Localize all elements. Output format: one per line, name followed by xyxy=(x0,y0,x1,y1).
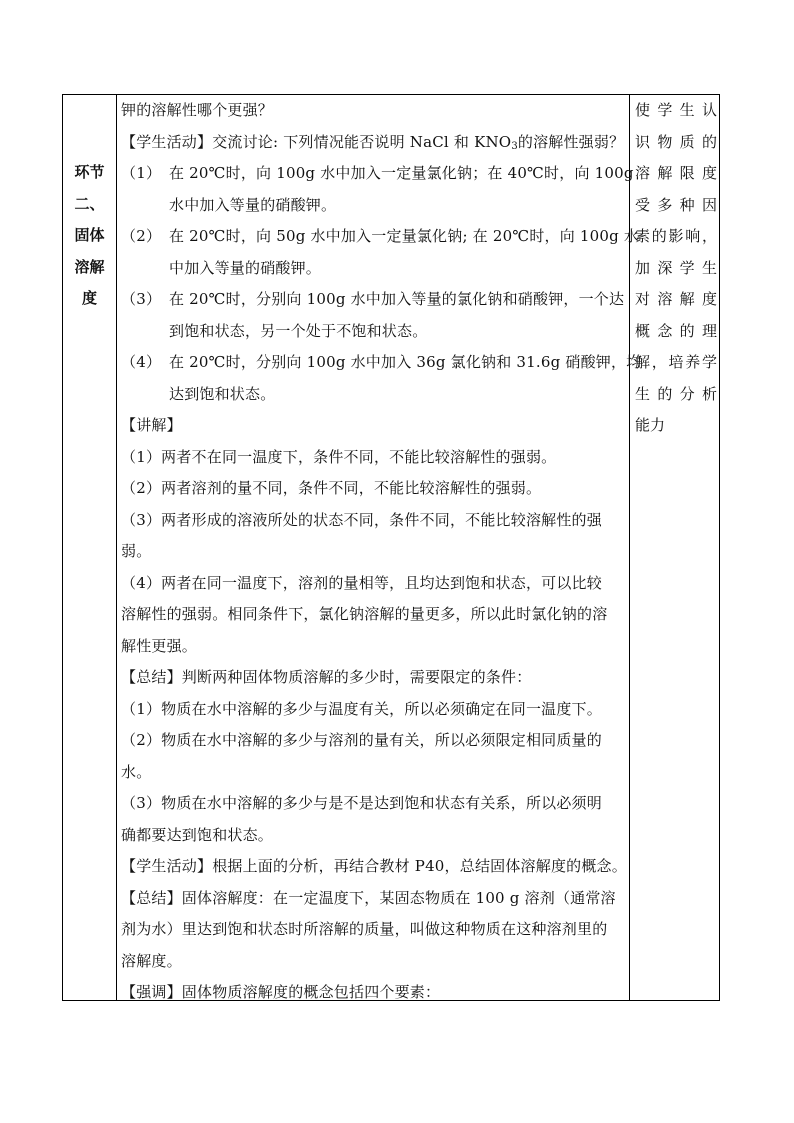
content-text: 溶解性的强弱。相同条件下，氯化钠溶解的量更多，所以此时氯化钠的溶 xyxy=(121,605,608,623)
subscript: 3 xyxy=(511,140,518,152)
content-line xyxy=(121,127,626,159)
section-label-line: 度 xyxy=(81,289,97,307)
item-number: （4） xyxy=(121,353,162,371)
content-text: （3）物质在水中溶解的多少与是不是达到饱和状态有关系，所以必须明 xyxy=(121,794,602,812)
content-text: 在 20℃时，向 100g 水中加入一定量氯化钠；在 40℃时，向 100g xyxy=(169,164,634,182)
content-text: 达到饱和状态。 xyxy=(169,384,276,403)
content-text: 在 20℃时，分别向 100g 水中加入等量的氯化钠和硝酸钾，一个达 xyxy=(169,290,625,308)
content-text: 到饱和状态，另一个处于不饱和状态。 xyxy=(169,321,428,340)
content-line xyxy=(121,536,626,568)
intent-line: 素的影响， xyxy=(635,227,717,245)
section-label-line: 溶解 xyxy=(74,257,105,276)
content-line xyxy=(121,820,626,852)
content-text: 【讲解】 xyxy=(121,416,182,434)
content-text: 弱。 xyxy=(121,542,152,560)
content-line xyxy=(121,505,626,537)
content-text: （1）两者不在同一温度下，条件不同，不能比较溶解性的强弱。 xyxy=(121,447,557,466)
content-line xyxy=(121,694,626,726)
item-number: （3） xyxy=(121,290,162,308)
content-line xyxy=(121,599,626,631)
content-line xyxy=(121,568,626,600)
item-number: （1） xyxy=(121,164,162,182)
content-text: 【总结】判断两种固体物质溶解的多少时，需要限定的条件： xyxy=(121,668,532,686)
content-text: 【总结】固体溶解度：在一定温度下，某固态物质在 100 g 溶剂（通常溶 xyxy=(121,888,616,907)
content-text: 在 20℃时，向 50g 水中加入一定量氯化钠; 在 20℃时，向 100g 水 xyxy=(169,227,640,245)
intent-line: 能力 xyxy=(635,416,666,434)
content-text: 中加入等量的硝酸钾。 xyxy=(169,258,322,277)
intent-line: 概念的理 xyxy=(635,321,717,340)
content-text: 水。 xyxy=(121,762,152,781)
intent-line: 对溶解度 xyxy=(635,290,717,308)
content-line xyxy=(121,253,626,285)
content-text: 剂为水）里达到饱和状态时所溶解的质量，叫做这种物质在这种溶剂里的 xyxy=(121,920,608,938)
content-text: 溶解度。 xyxy=(121,951,182,970)
lesson-table xyxy=(62,94,720,1001)
column-divider xyxy=(116,95,117,1000)
content-text: 确都要达到饱和状态。 xyxy=(121,825,274,844)
content-text: 【学生活动】交流讨论: 下列情况能否说明 NaCl 和 KNO xyxy=(121,132,512,151)
content-text: （2）两者溶剂的量不同，条件不同，不能比较溶解性的强弱。 xyxy=(121,479,542,497)
content-line xyxy=(121,788,626,820)
content-text: 钾的溶解性哪个更强？ xyxy=(121,101,274,119)
content-line xyxy=(121,347,642,379)
intent-line: 溶解限度 xyxy=(635,164,717,182)
content-line xyxy=(121,442,626,474)
content-line xyxy=(121,725,626,757)
content-text: 在 20℃时，分别向 100g 水中加入 36g 氯化钠和 31.6g 硝酸钾，均 xyxy=(169,353,642,371)
content-line xyxy=(121,977,626,1009)
content-line xyxy=(121,221,640,253)
item-number: （2） xyxy=(121,227,162,245)
content-line xyxy=(121,851,626,883)
content-line xyxy=(121,757,626,789)
content-line xyxy=(121,914,626,946)
content-line xyxy=(121,883,626,915)
section-label xyxy=(63,157,116,315)
intent-line: 受多种因 xyxy=(635,195,717,214)
content-text: 解性更强。 xyxy=(121,636,198,655)
content-line xyxy=(121,284,626,316)
section-label-line: 环节 xyxy=(74,163,105,181)
content-line xyxy=(121,662,626,694)
content-text: （3）两者形成的溶液所处的状态不同，条件不同，不能比较溶解性的强 xyxy=(121,510,602,529)
content-text: （2）物质在水中溶解的多少与溶剂的量有关，所以必须限定相同质量的 xyxy=(121,731,602,749)
section-label-line: 二、 xyxy=(74,194,105,213)
content-line xyxy=(121,158,634,190)
design-intent xyxy=(635,95,717,442)
content-line xyxy=(121,473,626,505)
content-text: 【学生活动】根据上面的分析，再结合教材 P40，总结固体溶解度的概念。 xyxy=(121,857,627,875)
section-label-line: 固体 xyxy=(74,226,105,244)
teaching-content xyxy=(121,95,642,1009)
content-line xyxy=(121,631,626,663)
intent-line: 生的分析 xyxy=(635,384,717,403)
content-line xyxy=(121,379,626,411)
content-text: 水中加入等量的硝酸钾。 xyxy=(169,195,337,214)
intent-line: 加深学生 xyxy=(635,258,717,277)
content-text: 【强调】固体物质溶解度的概念包括四个要素： xyxy=(121,983,441,1001)
intent-line: 解，培养学 xyxy=(635,353,717,371)
intent-line: 使学生认 xyxy=(635,101,717,119)
content-line xyxy=(121,946,626,978)
content-line xyxy=(121,316,626,348)
content-text: （4）两者在同一温度下，溶剂的量相等，且均达到饱和状态，可以比较 xyxy=(121,573,602,592)
content-line xyxy=(121,410,626,442)
content-text: 的溶解性强弱？ xyxy=(517,132,625,151)
content-line xyxy=(121,190,626,222)
content-line xyxy=(121,95,626,127)
intent-line: 识物质的 xyxy=(635,132,717,151)
content-text: （1）物质在水中溶解的多少与温度有关，所以必须确定在同一温度下。 xyxy=(121,699,602,718)
